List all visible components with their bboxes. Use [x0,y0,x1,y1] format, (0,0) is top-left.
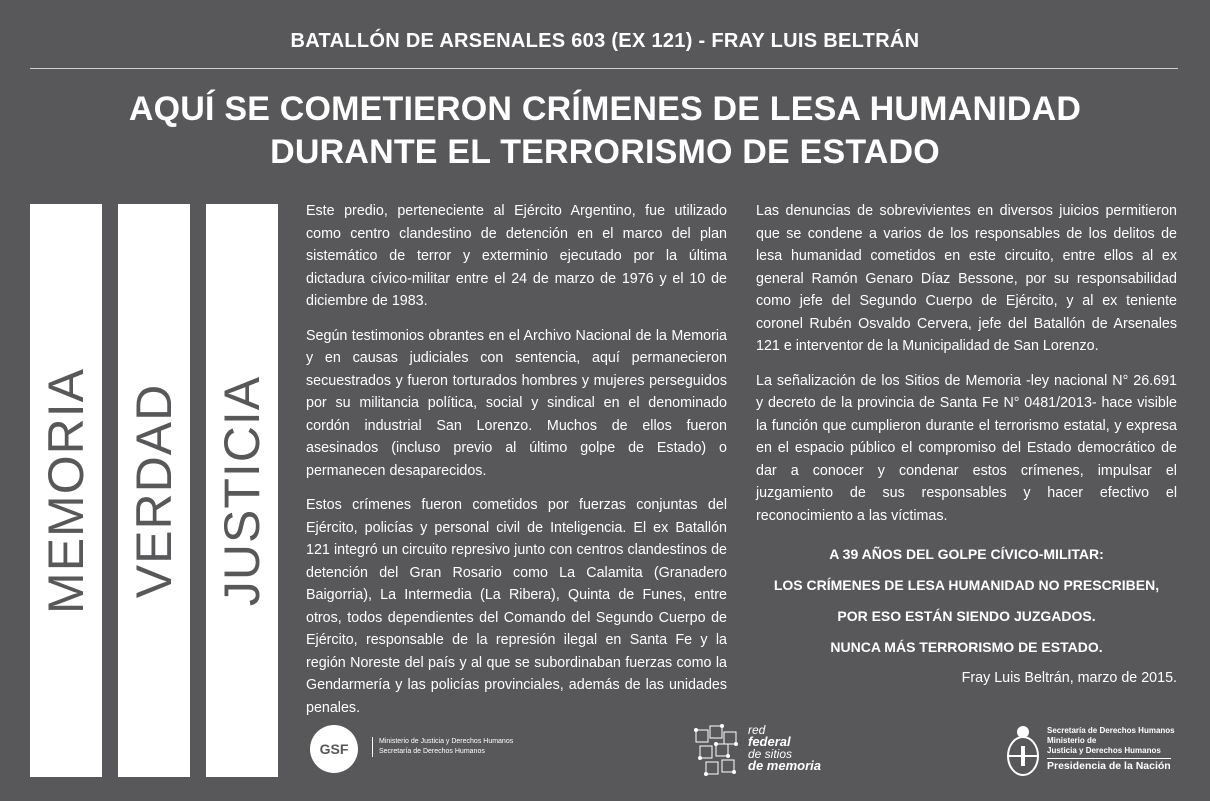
headline-line-2: DURANTE EL TERRORISMO DE ESTADO [270,133,940,171]
gsf-mark: GSF [310,725,358,773]
red-line-1: red [748,723,766,737]
signature: Fray Luis Beltrán, marzo de 2015. [961,670,1177,686]
gsf-line-1: Ministerio de Justicia y Derechos Humanos [379,738,514,745]
network-dots-icon [692,722,744,780]
national-shield-icon [1005,724,1041,778]
bar-label-verdad: VERDAD [126,383,182,598]
red-federal-text [748,724,821,772]
closing-line-3: POR ESO ESTÁN SIENDO JUZGADOS. [837,608,1096,624]
right-paragraph-1: Las denuncias de sobrevivientes en diversos juicios permitieron que se condene a varios de los responsables de los delitos de lesa humanidad cometidos en este circuito, entre ellos al ex general Ramón Genaro Díaz Bessone, por su responsabilidad como jefe del Segundo Cuerpo de Ejército, y al ex teniente coronel Rubén Osvaldo Cervera, jefe del Batallón de Arsenales 121 e interventor de la Municipalidad de San Lorenzo. [756,203,1177,354]
red-line-3: de sitios [748,747,793,761]
site-title: BATALLÓN DE ARSENALES 603 (EX 121) - FRAY LUIS BELTRÁN [290,30,920,52]
headline-line-1: AQUÍ SE COMETIERON CRÍMENES DE LESA HUMANIDAD [128,90,1082,128]
presidencia-logo [1005,722,1185,780]
right-paragraph-2: La señalización de los Sitios de Memoria -ley nacional N° 26.691 y decreto de la provincia de Santa Fe N° 0481/2013- hace visible la función que cumplieron durante el terrorismo estatal, y expresa en el espacio público el compromiso del Estado democrático de dar a conocer y condenar estos crímenes, impulsar el juzgamiento de sus responsables y hacer efectivo el reconocimiento a las víctimas. [756,372,1177,524]
sdh-line-3: Justicia y Derechos Humanos [1047,746,1161,755]
bar-label-justicia: JUSTICIA [214,375,270,606]
bar-justicia [206,204,278,777]
sdh-line-2: Ministerio de [1047,736,1097,745]
red-line-4: de memoria [748,758,821,773]
closing-line-4: NUNCA MÁS TERRORISMO DE ESTADO. [830,639,1103,655]
gsf-logo [310,725,540,775]
sdh-line-1: Secretaría de Derechos Humanos [1047,726,1175,735]
closing-line-1: A 39 AÑOS DEL GOLPE CÍVICO-MILITAR: [829,546,1104,562]
closing-line-2: LOS CRÍMENES DE LESA HUMANIDAD NO PRESCRIBEN, [773,577,1160,593]
bar-verdad [118,204,190,777]
red-federal-logo [692,722,832,780]
left-column [306,200,727,731]
headline [0,88,1210,174]
left-paragraph-1: Este predio, perteneciente al Ejército Argentino, fue utilizado como centro clandestino de detención en el marco del plan sistemático de terror y exterminio ejecutado por la última dictadura cívico-militar entre el 24 de marzo de 1976 y el 10 de diciembre de 1983. [306,203,727,309]
sdh-line-4: Presidencia de la Nación [1047,760,1171,772]
red-line-2: federal [748,734,791,749]
left-paragraph-3: Estos crímenes fueron cometidos por fuerzas conjuntas del Ejército, policías y personal civil de Inteligencia. El ex Batallón 121 integró un circuito represivo junto con centros clandestinos de detención del Gran Rosario como La Calamita (Granadero Baigorria), La Intermedia (La Ribera), Quinta de Funes, entre otros, todos dependientes del Comando del Segundo Cuerpo de Ejército, responsable de la represión ilegal en Santa Fe y la región Noreste del país y al que se subordinaban fuerzas como la Gendarmería y las policías provinciales, además de las unidades penales. [306,497,727,716]
closing-statement [756,543,1177,658]
presidencia-text [1047,726,1175,772]
gsf-text [372,737,513,757]
right-column [756,200,1177,690]
gsf-line-2: Secretaría de Derechos Humanos [379,748,485,755]
bar-memoria [30,204,102,777]
title-divider [30,68,1178,69]
left-paragraph-2: Según testimonios obrantes en el Archivo Nacional de la Memoria y en causas judiciales con sentencia, aquí permanecieron secuestrados y fueron torturados hombres y mujeres perseguidos por su militancia política, social y sindical en el denominado cordón industrial San Lorenzo. Muchos de ellos fueron asesinados (incluso previo al último golpe de Estado) o permanecen desaparecidos. [306,327,727,479]
bar-label-memoria: MEMORIA [38,367,94,614]
